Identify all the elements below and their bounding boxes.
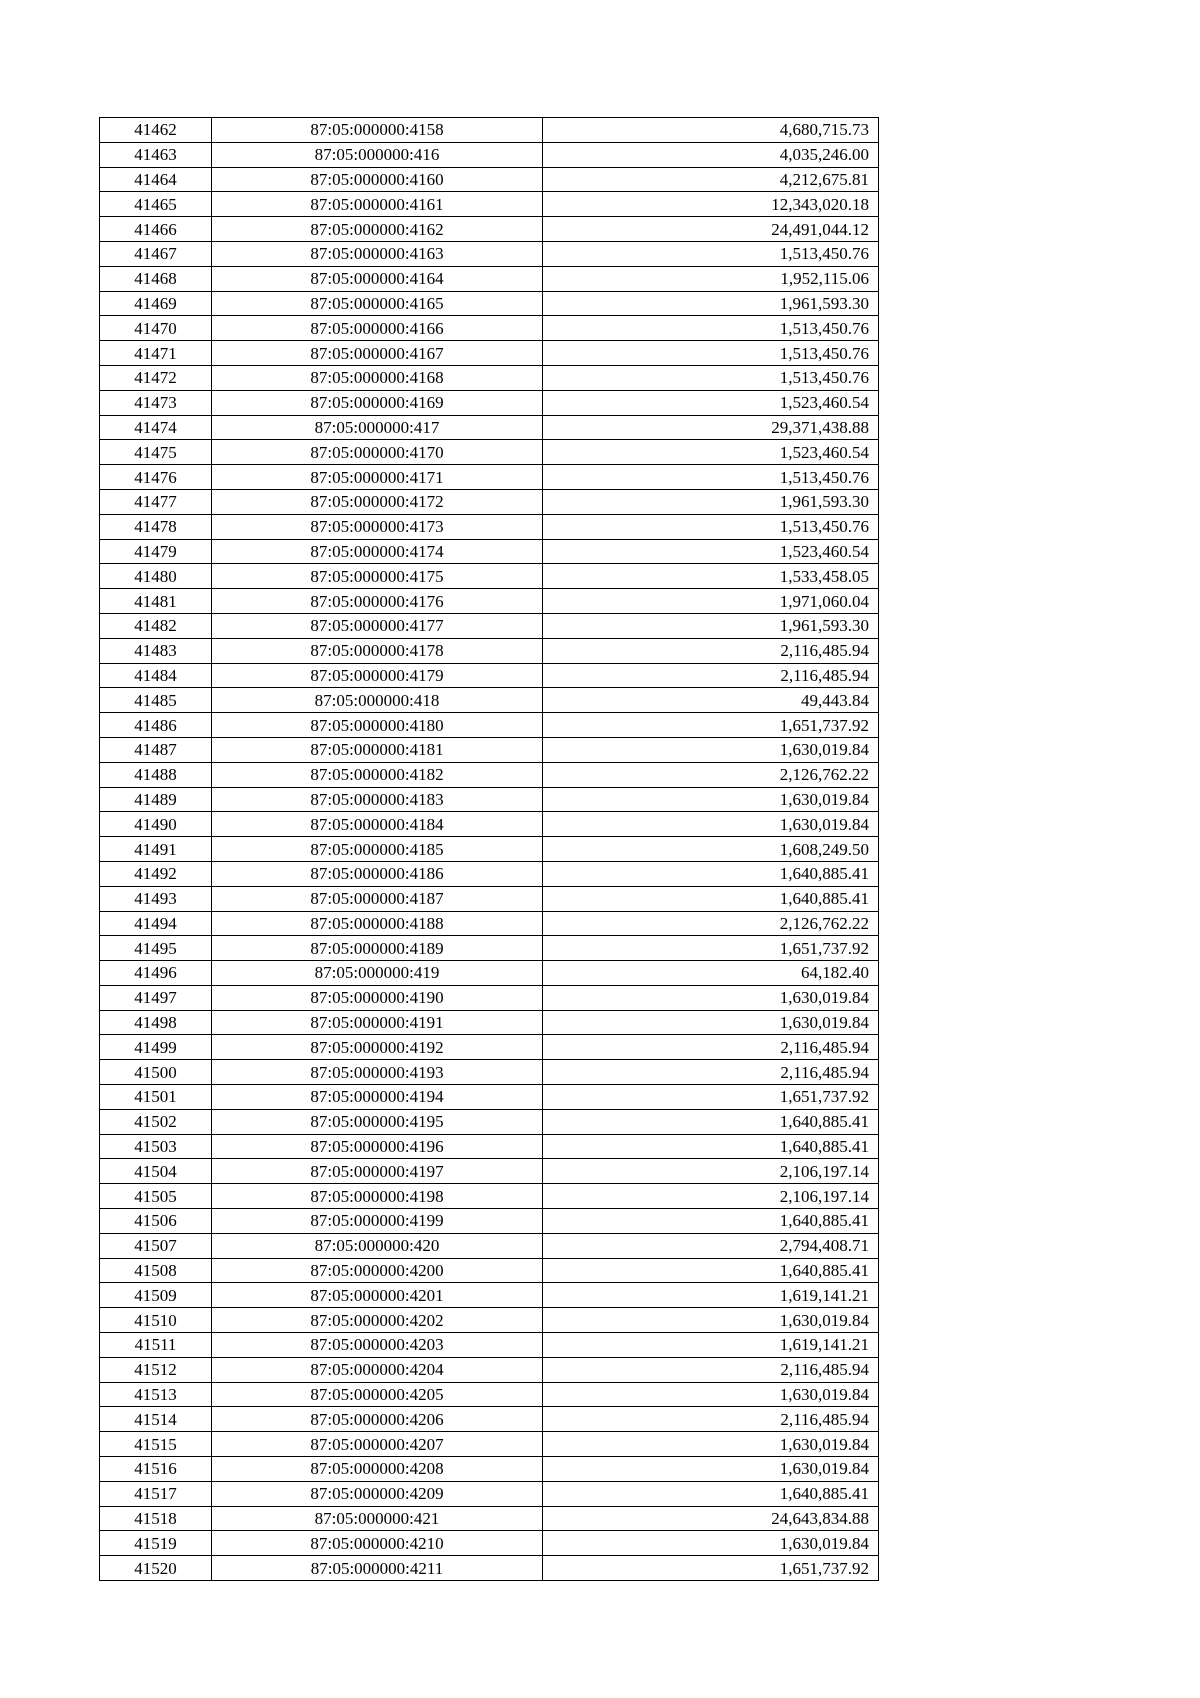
- table-row: [100, 514, 879, 539]
- row-number-cell: 41479: [100, 539, 212, 564]
- row-number-cell: 41506: [100, 1209, 212, 1234]
- table-row: [100, 266, 879, 291]
- cadastral-value-cell: 1,630,019.84: [543, 1010, 879, 1035]
- cadastral-number-cell: 87:05:000000:4158: [212, 118, 543, 143]
- row-number-cell: 41512: [100, 1357, 212, 1382]
- row-number-cell: 41508: [100, 1258, 212, 1283]
- row-number-cell: 41490: [100, 812, 212, 837]
- row-number-cell: 41513: [100, 1382, 212, 1407]
- cadastral-value-cell: 1,961,593.30: [543, 613, 879, 638]
- table-row: [100, 1035, 879, 1060]
- table-row: [100, 1481, 879, 1506]
- cadastral-number-cell: 87:05:000000:4163: [212, 241, 543, 266]
- table-row: [100, 1457, 879, 1482]
- row-number-cell: 41514: [100, 1407, 212, 1432]
- cadastral-value-cell: 1,640,885.41: [543, 861, 879, 886]
- row-number-cell: 41489: [100, 787, 212, 812]
- cadastral-number-cell: 87:05:000000:4207: [212, 1432, 543, 1457]
- row-number-cell: 41484: [100, 663, 212, 688]
- cadastral-number-cell: 87:05:000000:4171: [212, 465, 543, 490]
- cadastral-value-cell: 4,212,675.81: [543, 167, 879, 192]
- cadastral-value-cell: 1,630,019.84: [543, 1382, 879, 1407]
- table-row: [100, 415, 879, 440]
- table-row: [100, 737, 879, 762]
- cadastral-number-cell: 87:05:000000:4167: [212, 341, 543, 366]
- cadastral-number-cell: 87:05:000000:4203: [212, 1333, 543, 1358]
- table-row: [100, 1308, 879, 1333]
- cadastral-value-cell: 1,619,141.21: [543, 1283, 879, 1308]
- table-row: [100, 688, 879, 713]
- cadastral-number-cell: 87:05:000000:4190: [212, 985, 543, 1010]
- table-row: [100, 1159, 879, 1184]
- cadastral-value-cell: 1,630,019.84: [543, 1457, 879, 1482]
- table-row: [100, 1556, 879, 1581]
- table-row: [100, 861, 879, 886]
- cadastral-value-cell: 1,961,593.30: [543, 291, 879, 316]
- cadastral-number-cell: 87:05:000000:417: [212, 415, 543, 440]
- table-row: [100, 539, 879, 564]
- row-number-cell: 41470: [100, 316, 212, 341]
- cadastral-value-cell: 1,523,460.54: [543, 539, 879, 564]
- row-number-cell: 41494: [100, 911, 212, 936]
- table-row: [100, 1010, 879, 1035]
- table-row: [100, 1432, 879, 1457]
- cadastral-value-cell: 1,961,593.30: [543, 489, 879, 514]
- cadastral-number-cell: 87:05:000000:4180: [212, 713, 543, 738]
- table-row: [100, 390, 879, 415]
- table-row: [100, 291, 879, 316]
- row-number-cell: 41472: [100, 365, 212, 390]
- row-number-cell: 41482: [100, 613, 212, 638]
- cadastral-value-cell: 4,680,715.73: [543, 118, 879, 143]
- row-number-cell: 41493: [100, 886, 212, 911]
- cadastral-value-cell: 1,630,019.84: [543, 787, 879, 812]
- table-row: [100, 1233, 879, 1258]
- row-number-cell: 41469: [100, 291, 212, 316]
- cadastral-number-cell: 87:05:000000:4204: [212, 1357, 543, 1382]
- table-row: [100, 241, 879, 266]
- row-number-cell: 41480: [100, 564, 212, 589]
- cadastral-value-cell: 1,630,019.84: [543, 1308, 879, 1333]
- row-number-cell: 41495: [100, 936, 212, 961]
- table-row: [100, 192, 879, 217]
- cadastral-number-cell: 87:05:000000:4169: [212, 390, 543, 415]
- cadastral-number-cell: 87:05:000000:4211: [212, 1556, 543, 1581]
- row-number-cell: 41487: [100, 737, 212, 762]
- cadastral-value-cell: 1,651,737.92: [543, 936, 879, 961]
- cadastral-value-cell: 1,651,737.92: [543, 1085, 879, 1110]
- cadastral-value-table: [99, 117, 879, 1581]
- cadastral-number-cell: 87:05:000000:4174: [212, 539, 543, 564]
- cadastral-value-cell: 2,116,485.94: [543, 1060, 879, 1085]
- cadastral-number-cell: 87:05:000000:4192: [212, 1035, 543, 1060]
- cadastral-number-cell: 87:05:000000:4206: [212, 1407, 543, 1432]
- table-row: [100, 440, 879, 465]
- cadastral-value-cell: 1,513,450.76: [543, 465, 879, 490]
- cadastral-value-cell: 1,630,019.84: [543, 812, 879, 837]
- cadastral-number-cell: 87:05:000000:418: [212, 688, 543, 713]
- cadastral-number-cell: 87:05:000000:4182: [212, 762, 543, 787]
- row-number-cell: 41504: [100, 1159, 212, 1184]
- table-row: [100, 167, 879, 192]
- cadastral-value-cell: 1,513,450.76: [543, 365, 879, 390]
- row-number-cell: 41500: [100, 1060, 212, 1085]
- table-row: [100, 613, 879, 638]
- cadastral-number-cell: 87:05:000000:420: [212, 1233, 543, 1258]
- table-row: [100, 886, 879, 911]
- table-row: [100, 1382, 879, 1407]
- cadastral-value-cell: 4,035,246.00: [543, 142, 879, 167]
- table-row: [100, 1283, 879, 1308]
- row-number-cell: 41474: [100, 415, 212, 440]
- cadastral-number-cell: 87:05:000000:4172: [212, 489, 543, 514]
- row-number-cell: 41471: [100, 341, 212, 366]
- row-number-cell: 41466: [100, 217, 212, 242]
- cadastral-number-cell: 87:05:000000:4164: [212, 266, 543, 291]
- row-number-cell: 41519: [100, 1531, 212, 1556]
- cadastral-number-cell: 87:05:000000:4181: [212, 737, 543, 762]
- cadastral-number-cell: 87:05:000000:4179: [212, 663, 543, 688]
- row-number-cell: 41511: [100, 1333, 212, 1358]
- cadastral-value-cell: 2,116,485.94: [543, 638, 879, 663]
- row-number-cell: 41464: [100, 167, 212, 192]
- cadastral-value-cell: 2,116,485.94: [543, 1407, 879, 1432]
- cadastral-number-cell: 87:05:000000:4183: [212, 787, 543, 812]
- table-row: [100, 589, 879, 614]
- table-body: [100, 118, 879, 1581]
- cadastral-value-cell: 1,513,450.76: [543, 341, 879, 366]
- cadastral-value-cell: 1,651,737.92: [543, 1556, 879, 1581]
- cadastral-value-cell: 1,630,019.84: [543, 985, 879, 1010]
- cadastral-value-cell: 1,619,141.21: [543, 1333, 879, 1358]
- table-row: [100, 663, 879, 688]
- table-row: [100, 812, 879, 837]
- table-row: [100, 564, 879, 589]
- cadastral-value-cell: 2,106,197.14: [543, 1159, 879, 1184]
- cadastral-number-cell: 87:05:000000:4193: [212, 1060, 543, 1085]
- cadastral-number-cell: 87:05:000000:4160: [212, 167, 543, 192]
- table-row: [100, 1085, 879, 1110]
- cadastral-number-cell: 87:05:000000:4197: [212, 1159, 543, 1184]
- cadastral-number-cell: 87:05:000000:4170: [212, 440, 543, 465]
- cadastral-value-cell: 24,643,834.88: [543, 1506, 879, 1531]
- cadastral-number-cell: 87:05:000000:4177: [212, 613, 543, 638]
- cadastral-number-cell: 87:05:000000:4178: [212, 638, 543, 663]
- cadastral-value-cell: 1,640,885.41: [543, 1109, 879, 1134]
- cadastral-number-cell: 87:05:000000:4189: [212, 936, 543, 961]
- table-row: [100, 911, 879, 936]
- cadastral-value-cell: 1,513,450.76: [543, 316, 879, 341]
- cadastral-value-cell: 64,182.40: [543, 961, 879, 986]
- table-row: [100, 837, 879, 862]
- cadastral-number-cell: 87:05:000000:4173: [212, 514, 543, 539]
- cadastral-value-cell: 1,640,885.41: [543, 886, 879, 911]
- row-number-cell: 41507: [100, 1233, 212, 1258]
- cadastral-value-cell: 2,126,762.22: [543, 762, 879, 787]
- cadastral-number-cell: 87:05:000000:4185: [212, 837, 543, 862]
- cadastral-value-cell: 2,116,485.94: [543, 1357, 879, 1382]
- cadastral-number-cell: 87:05:000000:4166: [212, 316, 543, 341]
- row-number-cell: 41488: [100, 762, 212, 787]
- cadastral-value-cell: 1,640,885.41: [543, 1209, 879, 1234]
- cadastral-value-cell: 1,533,458.05: [543, 564, 879, 589]
- cadastral-number-cell: 87:05:000000:4199: [212, 1209, 543, 1234]
- cadastral-number-cell: 87:05:000000:4176: [212, 589, 543, 614]
- row-number-cell: 41481: [100, 589, 212, 614]
- table-row: [100, 341, 879, 366]
- row-number-cell: 41477: [100, 489, 212, 514]
- cadastral-value-cell: 1,952,115.06: [543, 266, 879, 291]
- table-row: [100, 316, 879, 341]
- cadastral-number-cell: 87:05:000000:4184: [212, 812, 543, 837]
- cadastral-value-cell: 1,630,019.84: [543, 1531, 879, 1556]
- table-row: [100, 1109, 879, 1134]
- row-number-cell: 41462: [100, 118, 212, 143]
- cadastral-value-cell: 2,116,485.94: [543, 1035, 879, 1060]
- row-number-cell: 41520: [100, 1556, 212, 1581]
- row-number-cell: 41503: [100, 1134, 212, 1159]
- table-row: [100, 217, 879, 242]
- cadastral-number-cell: 87:05:000000:4209: [212, 1481, 543, 1506]
- row-number-cell: 41510: [100, 1308, 212, 1333]
- row-number-cell: 41486: [100, 713, 212, 738]
- cadastral-value-cell: 1,608,249.50: [543, 837, 879, 862]
- cadastral-number-cell: 87:05:000000:4188: [212, 911, 543, 936]
- cadastral-value-cell: 2,126,762.22: [543, 911, 879, 936]
- table-row: [100, 1134, 879, 1159]
- cadastral-number-cell: 87:05:000000:4161: [212, 192, 543, 217]
- table-row: [100, 638, 879, 663]
- table-row: [100, 985, 879, 1010]
- row-number-cell: 41468: [100, 266, 212, 291]
- row-number-cell: 41467: [100, 241, 212, 266]
- table-row: [100, 1060, 879, 1085]
- cadastral-number-cell: 87:05:000000:4208: [212, 1457, 543, 1482]
- cadastral-number-cell: 87:05:000000:4191: [212, 1010, 543, 1035]
- cadastral-number-cell: 87:05:000000:4186: [212, 861, 543, 886]
- table-row: [100, 1333, 879, 1358]
- row-number-cell: 41463: [100, 142, 212, 167]
- cadastral-number-cell: 87:05:000000:4198: [212, 1184, 543, 1209]
- table-row: [100, 142, 879, 167]
- cadastral-value-cell: 29,371,438.88: [543, 415, 879, 440]
- row-number-cell: 41501: [100, 1085, 212, 1110]
- table-row: [100, 936, 879, 961]
- cadastral-number-cell: 87:05:000000:421: [212, 1506, 543, 1531]
- cadastral-value-cell: 1,513,450.76: [543, 241, 879, 266]
- cadastral-value-cell: 1,630,019.84: [543, 1432, 879, 1457]
- cadastral-number-cell: 87:05:000000:4162: [212, 217, 543, 242]
- row-number-cell: 41505: [100, 1184, 212, 1209]
- row-number-cell: 41476: [100, 465, 212, 490]
- cadastral-number-cell: 87:05:000000:4195: [212, 1109, 543, 1134]
- row-number-cell: 41509: [100, 1283, 212, 1308]
- cadastral-number-cell: 87:05:000000:4168: [212, 365, 543, 390]
- table-row: [100, 713, 879, 738]
- table-row: [100, 787, 879, 812]
- table-row: [100, 1531, 879, 1556]
- table-row: [100, 465, 879, 490]
- cadastral-number-cell: 87:05:000000:4210: [212, 1531, 543, 1556]
- cadastral-value-cell: 49,443.84: [543, 688, 879, 713]
- cadastral-number-cell: 87:05:000000:4165: [212, 291, 543, 316]
- cadastral-number-cell: 87:05:000000:4205: [212, 1382, 543, 1407]
- cadastral-number-cell: 87:05:000000:4194: [212, 1085, 543, 1110]
- row-number-cell: 41485: [100, 688, 212, 713]
- cadastral-number-cell: 87:05:000000:4202: [212, 1308, 543, 1333]
- row-number-cell: 41515: [100, 1432, 212, 1457]
- cadastral-value-cell: 1,971,060.04: [543, 589, 879, 614]
- row-number-cell: 41475: [100, 440, 212, 465]
- table-row: [100, 1407, 879, 1432]
- row-number-cell: 41517: [100, 1481, 212, 1506]
- row-number-cell: 41483: [100, 638, 212, 663]
- row-number-cell: 41465: [100, 192, 212, 217]
- cadastral-value-cell: 1,651,737.92: [543, 713, 879, 738]
- cadastral-value-cell: 2,794,408.71: [543, 1233, 879, 1258]
- table-row: [100, 1506, 879, 1531]
- cadastral-value-cell: 12,343,020.18: [543, 192, 879, 217]
- row-number-cell: 41492: [100, 861, 212, 886]
- cadastral-number-cell: 87:05:000000:4201: [212, 1283, 543, 1308]
- cadastral-value-cell: 1,523,460.54: [543, 390, 879, 415]
- table-row: [100, 1209, 879, 1234]
- cadastral-value-cell: 1,630,019.84: [543, 737, 879, 762]
- row-number-cell: 41502: [100, 1109, 212, 1134]
- table-row: [100, 365, 879, 390]
- table-row: [100, 489, 879, 514]
- table-row: [100, 961, 879, 986]
- cadastral-number-cell: 87:05:000000:419: [212, 961, 543, 986]
- cadastral-value-cell: 24,491,044.12: [543, 217, 879, 242]
- cadastral-number-cell: 87:05:000000:416: [212, 142, 543, 167]
- row-number-cell: 41478: [100, 514, 212, 539]
- table-row: [100, 762, 879, 787]
- row-number-cell: 41499: [100, 1035, 212, 1060]
- cadastral-value-cell: 1,640,885.41: [543, 1134, 879, 1159]
- cadastral-value-cell: 1,640,885.41: [543, 1258, 879, 1283]
- row-number-cell: 41498: [100, 1010, 212, 1035]
- table-row: [100, 1258, 879, 1283]
- row-number-cell: 41518: [100, 1506, 212, 1531]
- cadastral-number-cell: 87:05:000000:4175: [212, 564, 543, 589]
- cadastral-number-cell: 87:05:000000:4200: [212, 1258, 543, 1283]
- cadastral-value-cell: 2,106,197.14: [543, 1184, 879, 1209]
- table-row: [100, 1357, 879, 1382]
- row-number-cell: 41491: [100, 837, 212, 862]
- row-number-cell: 41497: [100, 985, 212, 1010]
- cadastral-value-cell: 1,513,450.76: [543, 514, 879, 539]
- cadastral-number-cell: 87:05:000000:4196: [212, 1134, 543, 1159]
- table-row: [100, 1184, 879, 1209]
- row-number-cell: 41496: [100, 961, 212, 986]
- cadastral-value-cell: 1,523,460.54: [543, 440, 879, 465]
- cadastral-value-cell: 1,640,885.41: [543, 1481, 879, 1506]
- row-number-cell: 41516: [100, 1457, 212, 1482]
- table-row: [100, 118, 879, 143]
- cadastral-value-cell: 2,116,485.94: [543, 663, 879, 688]
- row-number-cell: 41473: [100, 390, 212, 415]
- cadastral-number-cell: 87:05:000000:4187: [212, 886, 543, 911]
